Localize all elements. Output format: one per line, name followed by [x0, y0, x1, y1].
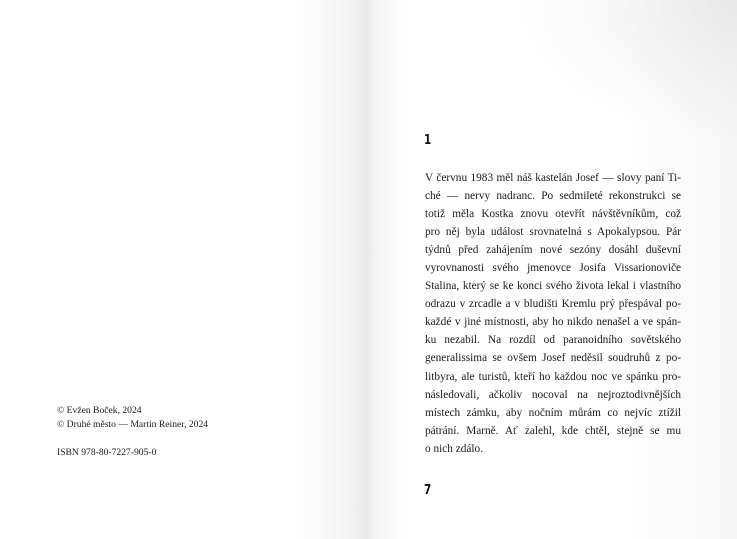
copyright-line-author: © Evžen Boček, 2024	[57, 405, 142, 416]
text-line: generalissima se ovšem Josef neděsil soudruhů z po-	[425, 352, 681, 365]
text-line: Stalina, který se ke konci svého života lekal i vlastního	[425, 280, 681, 293]
text-line: V červnu 1983 měl náš kastelán Josef — slovy paní Ti-	[425, 172, 681, 184]
text-line: vyrovnanosti svého jmenovce Josifa Vissarionoviče	[425, 262, 681, 275]
text-line: odrazu v zrcadle a v bludišti Kremlu prý přespával po-	[425, 298, 681, 311]
text-line: týdnů před zahájením nové sezóny dosáhl duševní	[425, 244, 681, 257]
text-line: ché — nervy nadranc. Po sedmileté rekonstrukci se	[425, 190, 681, 203]
text-line: totiž měla Kostka znovu otevřít návštěvníkům, což	[425, 208, 681, 221]
text-line: místech zámku, aby nočním můrám co nejvíc ztížil	[425, 406, 681, 419]
text-line: každé v jiné místnosti, aby ho nikdo nenašel a ve spán-	[425, 316, 681, 329]
page-number: 7	[424, 483, 432, 498]
left-page	[0, 0, 368, 539]
text-line: pro něj byla událost srovnatelná s Apokalypsou. Pár	[425, 226, 681, 239]
chapter-number: 1	[424, 133, 432, 148]
text-line: pátrání. Marně. Ať zalehl, kde chtěl, stejně se mu	[425, 424, 681, 437]
isbn: ISBN 978-80-7227-905-0	[57, 447, 157, 458]
text-line: ku nezabil. Na rozdíl od paranoidního sovětského	[425, 334, 681, 347]
copyright-imprint	[57, 404, 208, 460]
text-line: následovali, ačkoliv nocoval na nejroztodivnějších	[425, 388, 681, 401]
text-line: litbyra, ale turistů, kteří ho každou noc ve spánku pro-	[425, 370, 681, 383]
chapter-body-text	[425, 169, 681, 458]
copyright-line-publisher: © Druhé město — Martin Reiner, 2024	[57, 419, 209, 430]
text-line-last: o nich zdálo.	[425, 442, 484, 455]
